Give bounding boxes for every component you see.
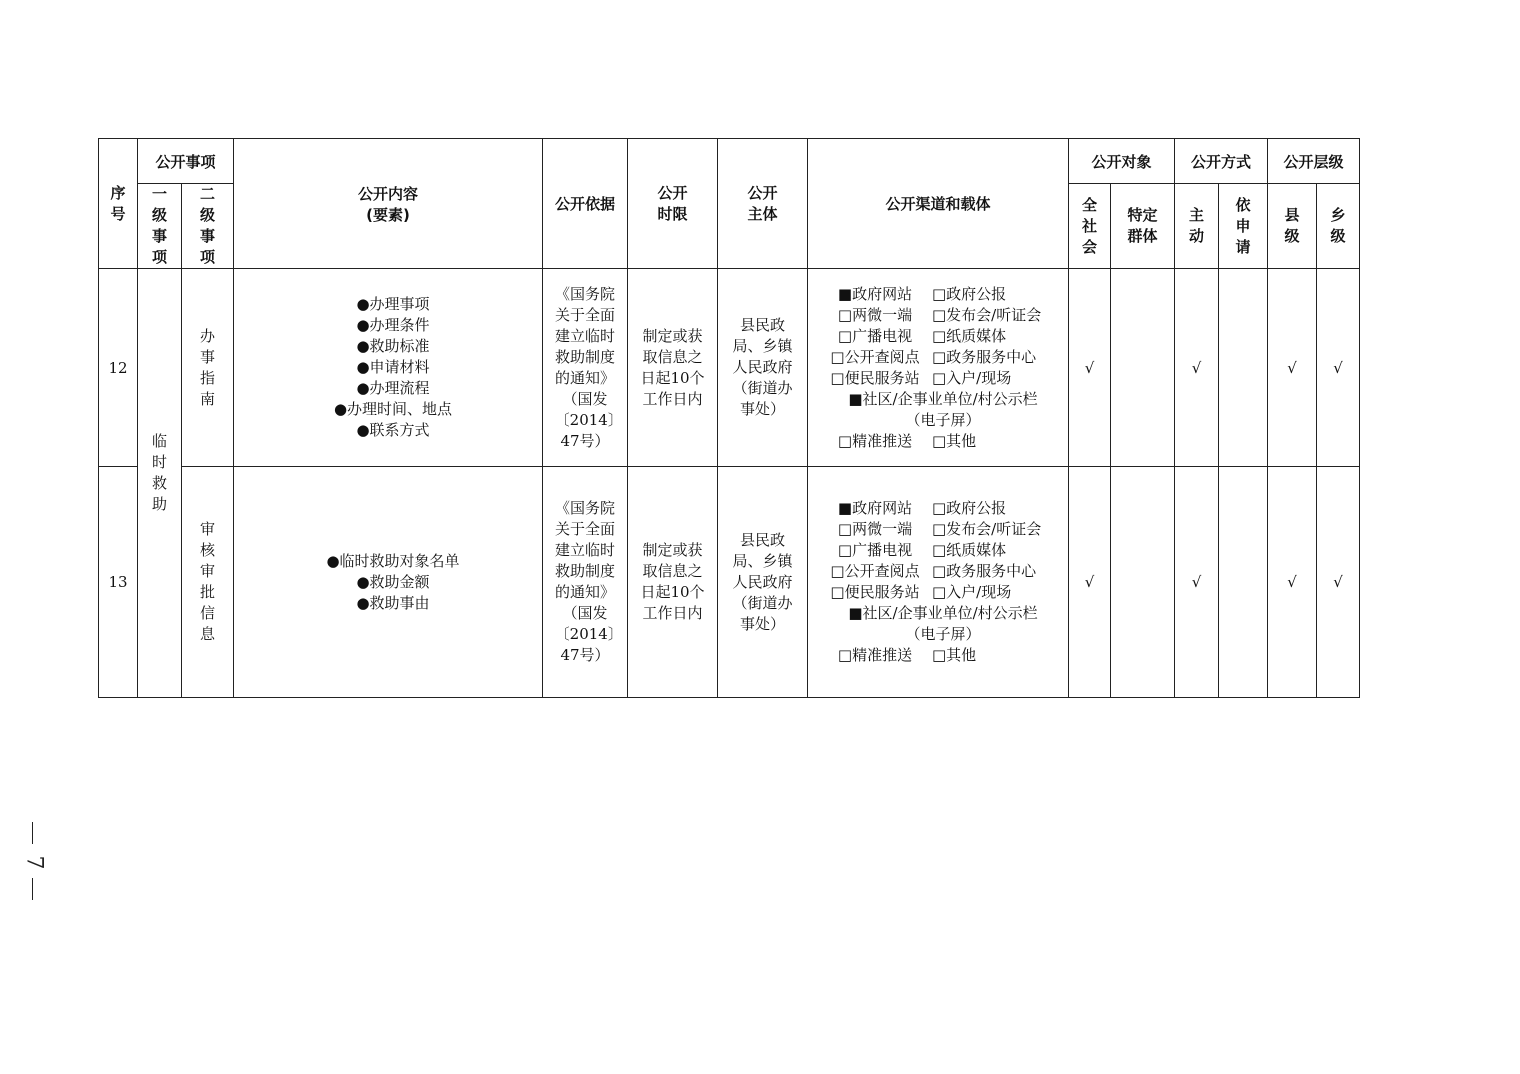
- list-item: ●救助金额: [356, 572, 430, 591]
- header-period: 公开时限: [628, 139, 718, 269]
- table-row: [99, 269, 1360, 467]
- page-number: [22, 822, 46, 902]
- list-item: ●办理条件: [356, 316, 430, 334]
- row-period: 制定或获取信息之日起10个工作日内: [628, 269, 718, 467]
- table-row: [99, 467, 1360, 698]
- list-item: ●救助事由: [356, 593, 430, 612]
- row-subject: 县民政局、乡镇人民政府（街道办事处）: [718, 269, 808, 467]
- list-item: ●联系方式: [356, 421, 430, 439]
- header-level1: 一级事项: [138, 184, 182, 269]
- row-period: 制定或获取信息之日起10个工作日内: [628, 467, 718, 698]
- row-channels: ■政府网站 □政府公报 □两微一端 □发布会/听证会 □广播电视 □纸质媒体 □公开查阅点 □政务服务中心 □便民服务站 □入户/现场 ■社区/企事业单位/村公示栏 （电子屏） □精准推送 □其他: [808, 467, 1069, 698]
- row-audience-specific: [1111, 269, 1175, 467]
- row-mode-active: √: [1175, 269, 1219, 467]
- row-audience-all: √: [1069, 269, 1111, 467]
- header-seq: 序号: [99, 139, 138, 269]
- level1-cell: 临时救助: [138, 269, 182, 698]
- row-mode-request: [1219, 467, 1268, 698]
- header-content: 公开内容 (要素): [234, 139, 543, 269]
- page-number-dash: [32, 822, 33, 844]
- page-number-dash: [32, 878, 33, 900]
- row-seq: 12: [99, 269, 138, 467]
- list-item: ●办理时间、地点: [333, 400, 453, 418]
- header-channels: 公开渠道和载体: [808, 139, 1069, 269]
- list-item: ●临时救助对象名单: [326, 551, 460, 570]
- header-subject: 公开主体: [718, 139, 808, 269]
- row-level-township: √: [1317, 467, 1360, 698]
- header-level-township: 乡级: [1317, 184, 1360, 269]
- list-item: ●办理事项: [356, 295, 430, 313]
- row-level2: 办事指南: [182, 269, 234, 467]
- row-channels: ■政府网站 □政府公报 □两微一端 □发布会/听证会 □广播电视 □纸质媒体 □公开查阅点 □政务服务中心 □便民服务站 □入户/现场 ■社区/企事业单位/村公示栏 （电子屏） □精准推送 □其他: [808, 269, 1069, 467]
- header-audience: 公开对象: [1069, 139, 1175, 184]
- header-mode-request: 依申请: [1219, 184, 1268, 269]
- header-level-county: 县级: [1268, 184, 1317, 269]
- row-mode-request: [1219, 269, 1268, 467]
- list-item: ●救助标准: [356, 337, 430, 355]
- row-subject: 县民政局、乡镇人民政府（街道办事处）: [718, 467, 808, 698]
- header-basis: 公开依据: [543, 139, 628, 269]
- row-content: [234, 269, 543, 467]
- header-matters: 公开事项: [138, 139, 234, 184]
- row-audience-all: √: [1069, 467, 1111, 698]
- list-item: ●申请材料: [356, 358, 430, 376]
- header-mode-active: 主动: [1175, 184, 1219, 269]
- header-level: 公开层级: [1268, 139, 1360, 184]
- row-basis: 《国务院关于全面建立临时救助制度的通知》（国发〔2014〕47号）: [543, 269, 628, 467]
- header-level2: 二级事项: [182, 184, 234, 269]
- page-number-text: 7: [21, 855, 47, 870]
- row-audience-specific: [1111, 467, 1175, 698]
- row-content: [234, 467, 543, 698]
- row-mode-active: √: [1175, 467, 1219, 698]
- row-level-county: √: [1268, 467, 1317, 698]
- row-level2: 审核审批信息: [182, 467, 234, 698]
- row-level-township: √: [1317, 269, 1360, 467]
- row-level-county: √: [1268, 269, 1317, 467]
- row-seq: 13: [99, 467, 138, 698]
- list-item: ●办理流程: [356, 379, 430, 397]
- disclosure-table: [98, 138, 1360, 698]
- header-mode: 公开方式: [1175, 139, 1268, 184]
- header-audience-specific: 特定群体: [1111, 184, 1175, 269]
- header-audience-all: 全社会: [1069, 184, 1111, 269]
- row-basis: 《国务院关于全面建立临时救助制度的通知》（国发〔2014〕47号）: [543, 467, 628, 698]
